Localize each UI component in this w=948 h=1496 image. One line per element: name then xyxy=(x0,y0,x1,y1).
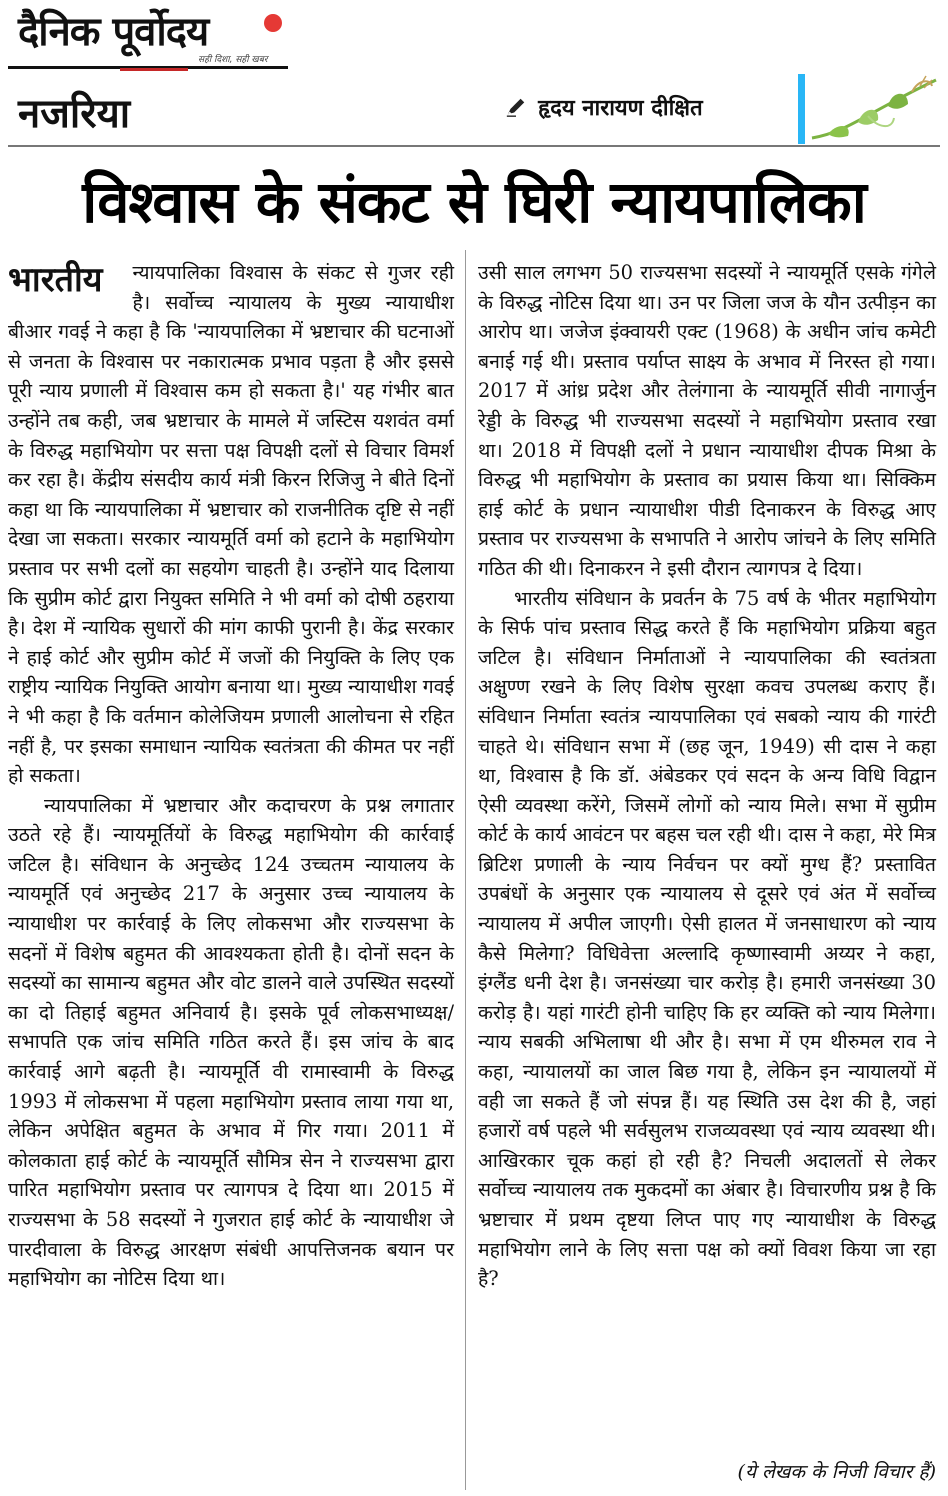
masthead-tagline: सही दिशा, सही खबर xyxy=(198,55,268,65)
masthead xyxy=(8,0,298,72)
masthead-title: दैनिक पूर्वोदय xyxy=(18,8,209,55)
article-headline: विश्वास के संकट से घिरी न्यायपालिका xyxy=(82,168,866,236)
masthead-sun-icon xyxy=(264,14,282,32)
header-rule xyxy=(8,145,940,147)
article-column-right xyxy=(478,258,936,1294)
article-paragraph: न्यायपालिका में भ्रष्टाचार और कदाचरण के प्रश्न लगातार उठते रहे हैं। न्यायमूर्तियों के विरुद्ध महाभियोग की कार्रवाई जटिल है। संविधान के अनुच्छेद 124 उच्चतम न्यायालय के न्यायमूर्ति एवं अनुच्छेद 217 के अनुसार उच्च न्यायालय के न्यायाधीश पर कार्रवाई के लिए लोकसभा और राज्यसभा के सदनों में विशेष बहुमत की आवश्यकता होती है। दोनों सदन के सदस्यों का सामान्य बहुमत और वोट डालने वाले उपस्थित सदस्यों का दो तिहाई बहुमत अनिवार्य है। इसके पूर्व लोकसभाध्यक्ष/सभापति एक जांच समिति गठित करते हैं। इस जांच के बाद कार्रवाई आगे बढ़ती है। न्यायमूर्ति वी रामास्वामी के विरुद्ध 1993 में लोकसभा में पहला महाभियोग प्रस्ताव लाया गया था, लेकिन अपेक्षित बहुमत के अभाव में गिर गया। 2011 में कोलकाता हाई कोर्ट के न्यायमूर्ति सौमित्र सेन ने राज्यसभा द्वारा पारित महाभियोग प्रस्ताव पर त्यागपत्र दे दिया था। 2015 में राज्यसभा के 58 सदस्यों ने गुजरात हाई कोर्ट के न्यायाधीश जे पारदीवाला के विरुद्ध आरक्षण संबंधी आपत्तिजनक बयान पर महाभियोग का नोटिस दिया था। xyxy=(8,793,454,1291)
author-disclaimer: (ये लेखक के निजी विचार हैं) xyxy=(737,1461,936,1483)
column-divider xyxy=(465,250,466,1490)
article-paragraph: भारतीय संविधान के प्रवर्तन के 75 वर्ष के भीतर महाभियोग के सिर्फ पांच प्रस्ताव सिद्ध करते हैं कि महाभियोग प्रक्रिया बहुत जटिल है। संविधान निर्माताओं ने न्यायपालिका की स्वतंत्रता अक्षुण्ण रखने के लिए विशेष सुरक्षा कवच उपलब्ध कराए हैं। संविधान निर्माता स्वतंत्र न्यायपालिका एवं सबको न्याय की गारंटी चाहते थे। संविधान सभा में (छह जून, 1949) सी दास ने कहा था, विश्वास है कि डॉ. अंबेडकर एवं सदन के अन्य विधि विद्वान ऐसी व्यवस्था करेंगे, जिसमें लोगों को न्याय मिले। सभा में सुप्रीम कोर्ट के कार्य आवंटन पर बहस चल रही थी। दास ने कहा, मेरे मित्र ब्रिटिश प्रणाली के न्याय निर्वचन पर क्यों मुग्ध हैं? प्रस्तावित उपबंधों के अनुसार एक न्यायालय से दूसरे एवं अंत में सर्वोच्च न्यायालय में अपील जाएगी। ऐसी हालत में जनसाधारण को न्याय कैसे मिलेगा? विधिवेत्ता अल्लादि कृष्णास्वामी अय्यर ने कहा, इंग्लैंड धनी देश है। जनसंख्या चार करोड़ है। हमारी जनसंख्या 30 करोड़ है। यहां गारंटी होनी चाहिए कि हर व्यक्ति को न्याय मिलेगा। न्याय सबकी अभिलाषा थी और है। सभा में एम थीरुमल राव ने कहा, न्यायालयों का जाल बिछ गया है, लेकिन इन न्यायालयों में वही जा सकते हैं जो संपन्न हैं। यह स्थिति उस देश की है, जहां हजारों वर्ष पहले भी सर्वसुलभ राजव्यवस्था एवं न्याय व्यवस्था थी। आखिरकार चूक कहां हो रही है? निचली अदालतों से लेकर सर्वोच्च न्यायालय तक मुकदमों का अंबार है। विचारणीय प्रश्न है कि भ्रष्टाचार में प्रथम दृष्टया लिप्त पाए गए न्यायाधीश के विरुद्ध महाभियोग लाने के लिए सत्ता पक्ष को क्यों विवश किया जा रहा है? xyxy=(478,586,936,1291)
article-paragraph-text: न्यायपालिका विश्वास के संकट से गुजर रही है। सर्वोच्च न्यायालय के मुख्य न्यायाधीश बीआर गवई ने कहा है कि 'न्यायपालिका में भ्रष्टाचार की घटनाओं से जनता के विश्वास पर नकारात्मक प्रभाव पड़ता है और इससे पूरी न्याय प्रणाली में विश्वास कम हो सकता है।' यह गंभीर बात उन्होंने तब कही, जब भ्रष्टाचार के मामले में जस्टिस यशवंत वर्मा के विरुद्ध महाभियोग पर सत्ता पक्ष विपक्षी दलों से विचार विमर्श कर रहा है। केंद्रीय संसदीय कार्य मंत्री किरन रिजिजु ने बीते दिनों कहा था कि न्यायपालिका में भ्रष्टाचार को राजनीतिक दृष्टि से नहीं देखा जा सकता। सरकार न्यायमूर्ति वर्मा को हटाने के महाभियोग प्रस्ताव पर सभी दलों का सहयोग चाहती है। उन्होंने याद दिलाया कि सुप्रीम कोर्ट द्वारा नियुक्त समिति ने भी वर्मा को दोषी ठहराया है। देश में न्यायिक सुधारों की मांग काफी पुरानी है। केंद्र सरकार ने हाई कोर्ट और सुप्रीम कोर्ट में जजों की नियुक्ति के लिए एक राष्ट्रीय न्यायिक नियुक्ति आयोग बनाया था। मुख्य न्यायाधीश गवई ने भी कहा है कि वर्तमान कोलेजियम प्रणाली आलोचना से रहित नहीं है, पर इसका समाधान न्यायिक स्वतंत्रता की कीमत पर नहीं हो सकता। xyxy=(8,261,454,788)
section-label: नजरिया xyxy=(18,90,131,137)
pen-icon xyxy=(505,96,527,118)
author-accent-bar xyxy=(798,74,805,144)
leaf-vine-illustration xyxy=(808,72,940,146)
article-column-left xyxy=(8,258,454,1294)
masthead-red-rule xyxy=(120,68,188,71)
author-name: हृदय नारायण दीक्षित xyxy=(538,95,703,121)
article-paragraph xyxy=(8,258,454,791)
article-paragraph: उसी साल लगभग 50 राज्यसभा सदस्यों ने न्यायमूर्ति एसके गंगेले के विरुद्ध नोटिस दिया था। उन पर जिला जज के यौन उत्पीड़न का आरोप था। जजेज इंक्वायरी एक्ट (1968) के अधीन जांच कमेटी बनाई गई थी। प्रस्ताव पर्याप्त साक्ष्य के अभाव में निरस्त हो गया। 2017 में आंध्र प्रदेश और तेलंगाना के न्यायमूर्ति सीवी नागार्जुन रेड्डी के विरुद्ध भी राज्यसभा सदस्यों ने महाभियोग प्रस्ताव रखा था। 2018 में विपक्षी दलों ने प्रधान न्यायाधीश दीपक मिश्रा के विरुद्ध भी महाभियोग के प्रस्ताव का प्रयास किया था। सिक्किम हाई कोर्ट के प्रधान न्यायाधीश पीडी दिनाकरन के विरुद्ध आए प्रस्ताव पर राज्यसभा के सभापति ने आरोप जांचने के लिए समिति गठित की थी। दिनाकरन ने इसी दौरान त्यागपत्र दे दिया। xyxy=(478,261,936,580)
author-byline xyxy=(505,92,703,128)
article-dropcap: भारतीय xyxy=(8,260,103,300)
